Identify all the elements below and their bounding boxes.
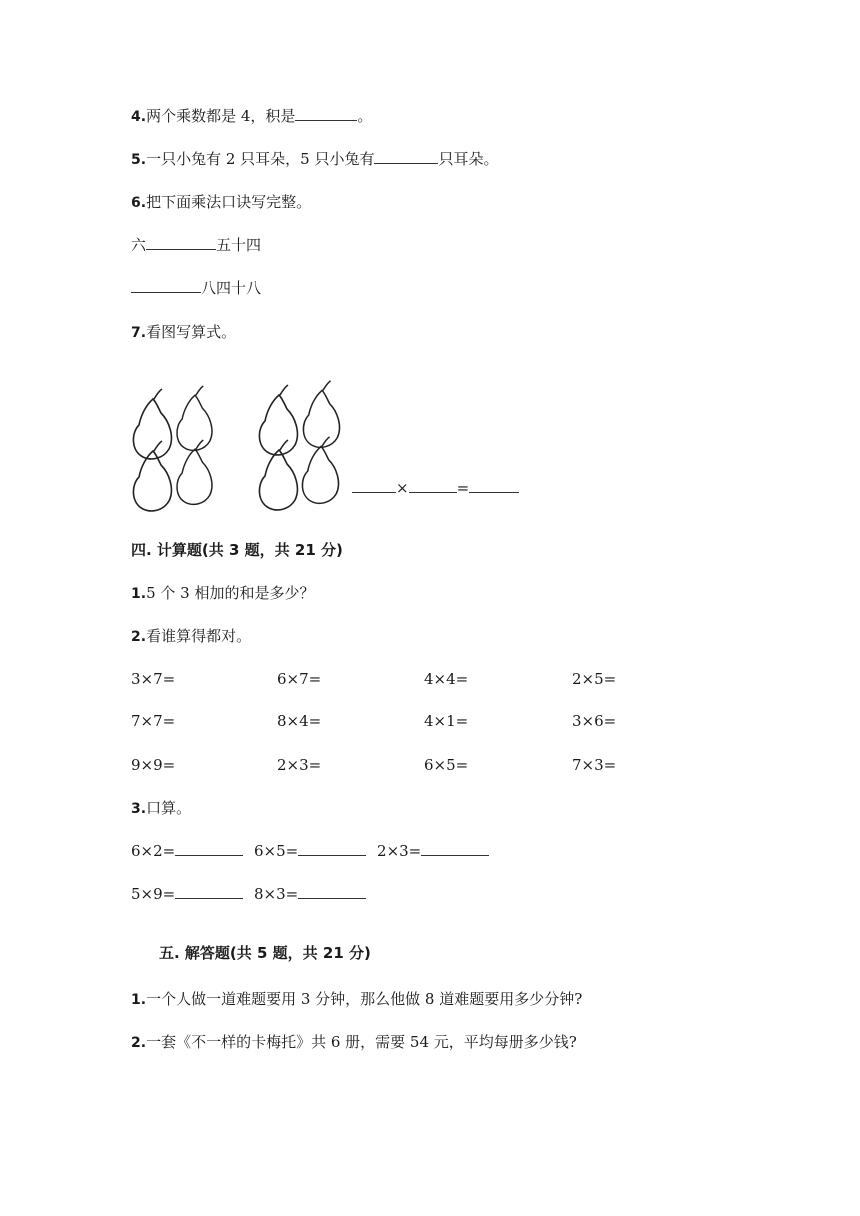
question-7: 7.看图写算式。 [131,323,237,341]
oral-calc-row-1: 6×2= 6×5= 2×3= [131,841,489,861]
question-6: 6.把下面乘法口诀写完整。 [131,193,312,211]
calc-item: 9×9= [131,756,176,774]
answer-blank[interactable] [298,884,366,899]
calc-item: 6×7= [277,670,322,688]
calc-item: 2×5= [572,670,617,688]
mnemonic-line-1: 六 五十四 [131,236,262,254]
word-problem-2: 2.一套《不一样的卡梅托》共 6 册，需要 54 元，平均每册多少钱? [131,1033,577,1051]
answer-blank[interactable] [421,841,489,856]
factor-blank-2[interactable] [409,478,457,493]
section-4-title: 四. 计算题(共 3 题，共 21 分) [131,541,343,559]
calc-item: 4×4= [424,670,469,688]
calc-question-2: 2.看谁算得都对。 [131,627,252,645]
calc-item: 8×4= [277,712,322,730]
calc-item: 2×3= [277,756,322,774]
equation-blanks: × = [352,478,519,498]
answer-blank[interactable] [298,841,366,856]
oral-calc-row-2: 5×9= 8×3= [131,884,366,904]
product-blank[interactable] [469,478,519,493]
pear-group-right [259,381,339,510]
pear-group-left [133,386,212,511]
question-4: 4.两个乘数都是 4，积是 。 [131,107,373,125]
calc-item: 3×6= [572,712,617,730]
calc-item: 7×7= [131,712,176,730]
calc-item: 6×5= [424,756,469,774]
calc-item: 3×7= [131,670,176,688]
question-5: 5.一只小兔有 2 只耳朵，5 只小兔有 只耳朵。 [131,150,499,168]
calc-question-1: 1.5 个 3 相加的和是多少？ [131,584,315,602]
answer-blank[interactable] [175,841,243,856]
word-problem-1: 1.一个人做一道难题要用 3 分钟，那么他做 8 道难题要用多少分钟? [131,990,583,1008]
calc-question-3: 3.口算。 [131,799,192,817]
section-5-title: 五. 解答题(共 5 题，共 21 分) [159,944,371,962]
factor-blank-1[interactable] [352,478,396,493]
calc-item: 7×3= [572,756,617,774]
answer-blank[interactable] [175,884,243,899]
calc-item: 4×1= [424,712,469,730]
mnemonic-line-2: 八四十八 [131,278,261,298]
